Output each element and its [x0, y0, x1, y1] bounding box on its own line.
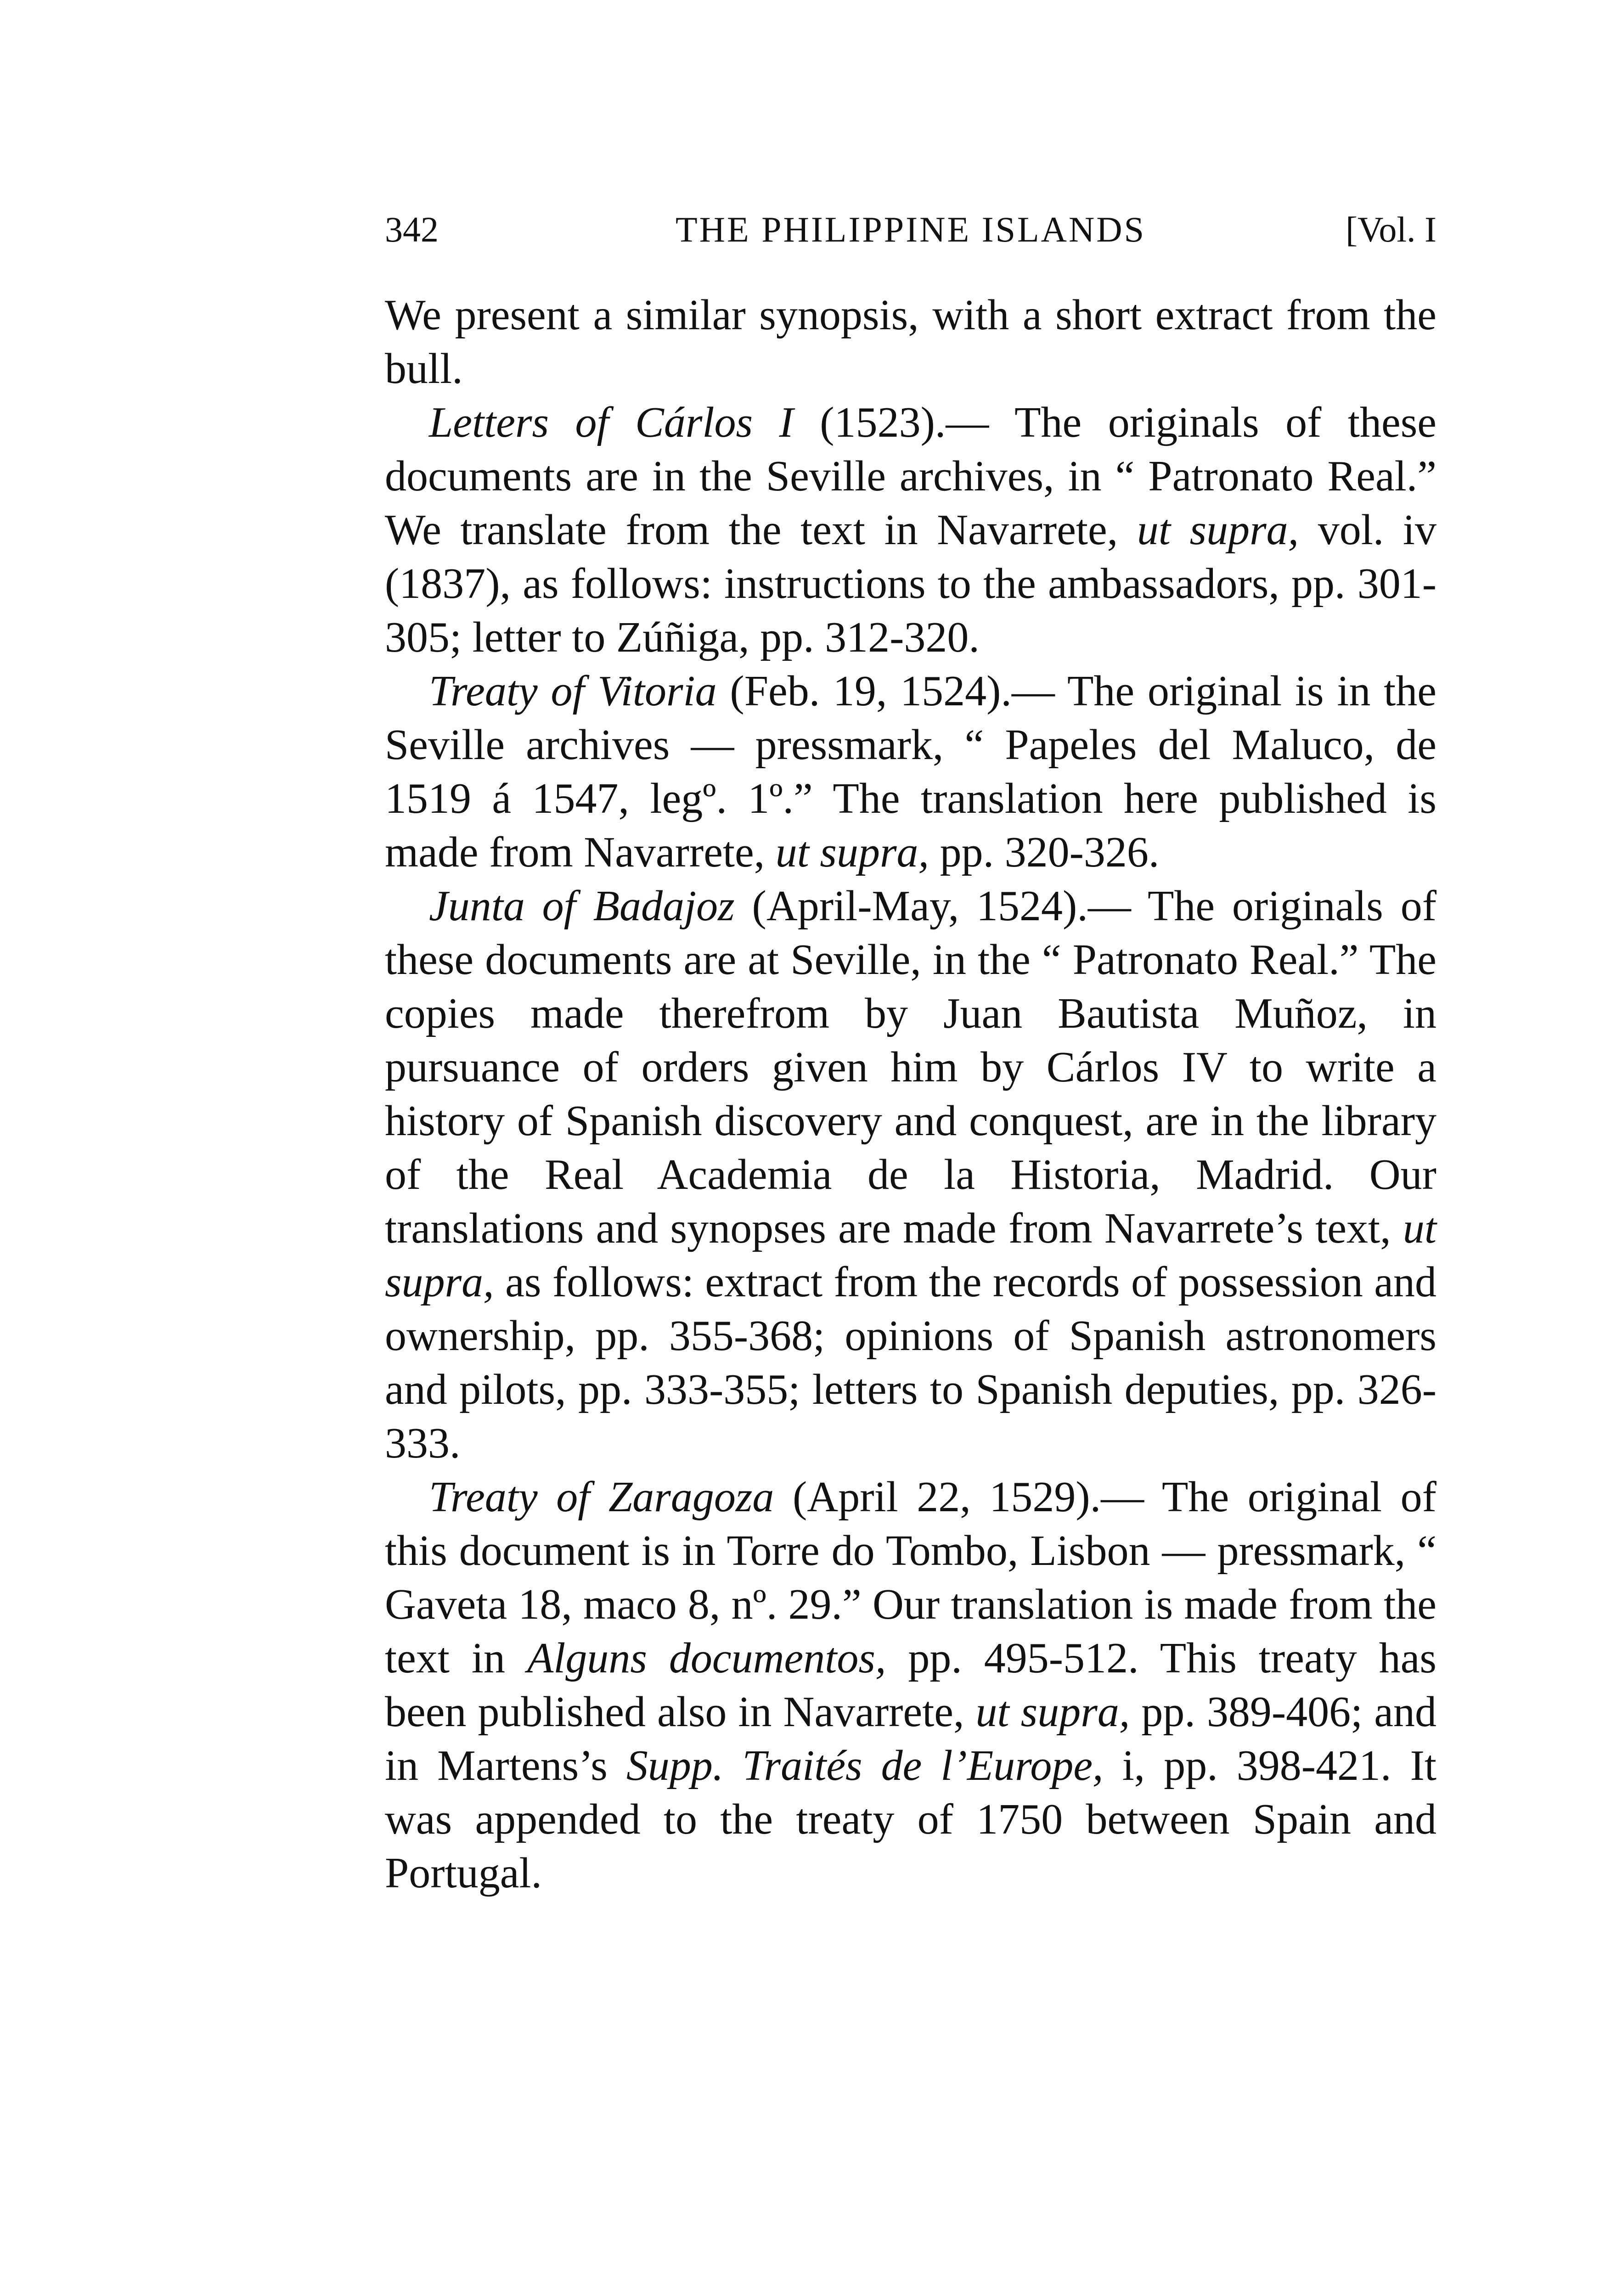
paragraph-text: (April-May, 1524).— The originals of these documents are at Seville, in the “ Patronato Real.” The copies made therefrom by Juan Bautista Muñoz, in pursuance of orders given him by Cárlos IV to write a history of Spanish discovery and conquest, are in the library of the Real Academia de la Historia, Madrid. Our translations and synopses are made from Navarrete’s text, — [385, 882, 1436, 1252]
paragraph-text: vol. iv (1837), as follows: instructions to the ambassadors, pp. 301-305; letter to Zúñiga, pp. 312-320. — [385, 506, 1437, 661]
paragraph-text: (1523).— The originals of these documents are in the Seville archives, in “ Patronato Real.” We translate from the text in Navarrete, — [385, 399, 1436, 554]
volume-label: [Vol. I — [1346, 209, 1436, 249]
running-head — [385, 202, 1436, 257]
italic-citation: ut supra, — [385, 1204, 1436, 1306]
paragraph-text: (April 22, 1529).— The original of this document is in Torre do Tombo, Lisbon — pressmark, “ Gaveta 18, maco 8, nº. 29.” Our translation is made from the text in — [385, 1473, 1436, 1682]
paragraph-treaty-of-zaragoza — [385, 1470, 1436, 1900]
body-text — [385, 288, 1436, 1900]
paragraph-text: pp. 320-326. — [929, 828, 1160, 876]
paragraph-text: pp. 495-512. This treaty has been published also in Navarrete, — [385, 1634, 1436, 1736]
paragraph-text: as follows: extract from the records of possession and ownership, pp. 355-368; opinions of Spanish astronomers and pilots, pp. 333-355; letters to Spanish deputies, pp. 326-333. — [385, 1258, 1436, 1467]
paragraph-text: pp. 389-406; and in Martens’s — [385, 1688, 1437, 1790]
paragraph-treaty-of-vitoria — [385, 664, 1436, 879]
italic-citation: Supp. Traités de l’Europe, — [626, 1742, 1104, 1790]
italic-citation: ut supra, — [975, 1688, 1130, 1736]
running-title: THE PHILIPPINE ISLANDS — [676, 209, 1146, 249]
italic-citation: ut supra, — [1137, 506, 1299, 554]
section-heading: Treaty of Zaragoza — [429, 1473, 774, 1521]
section-heading: Letters of Cárlos I — [429, 399, 794, 446]
paragraph-intro — [385, 288, 1436, 396]
paragraph-text: (Feb. 19, 1524).— The original is in the Seville archives — pressmark, “ Papeles del Maluco, de 1519 á 1547, legº. 1º.” The translation here published is made from Navarrete, — [385, 667, 1436, 876]
section-heading: Treaty of Vitoria — [429, 667, 717, 715]
paragraph-junta-of-badajoz — [385, 879, 1436, 1470]
paragraph-text: i, pp. 398-421. It was appended to the treaty of 1750 between Spain and Portugal. — [385, 1742, 1436, 1897]
paragraph-letters-of-carlos — [385, 396, 1436, 664]
section-heading: Junta of Badajoz — [429, 882, 735, 930]
italic-citation: Alguns documentos, — [527, 1634, 886, 1682]
page-number: 342 — [385, 209, 439, 249]
paragraph-text: We present a similar synopsis, with a short extract from the bull. — [385, 291, 1436, 393]
italic-citation: ut supra, — [775, 828, 929, 876]
